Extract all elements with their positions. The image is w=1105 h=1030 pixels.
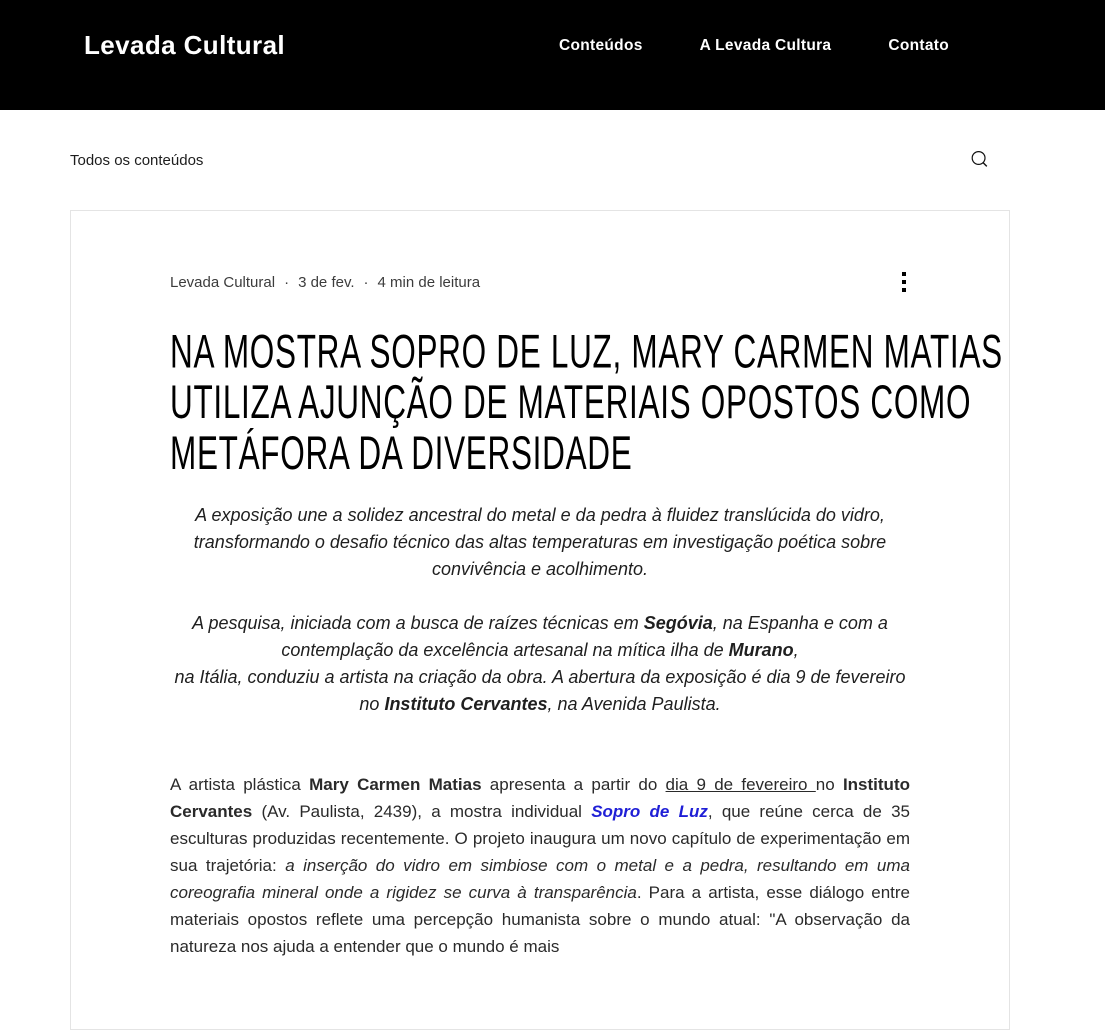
all-posts-link[interactable]: Todos os conteúdos	[70, 151, 204, 169]
text-segment: A exposição une a solidez ancestral do metal e da pedra à fluidez translúcida do vidro, transformando o desafio técnico das altas temperaturas em investigação poética sobre convivência e acolhimento.	[193, 505, 887, 579]
site-header	[0, 0, 1105, 110]
text-segment: a inserção do vidro em simbiose com o metal e a pedra, resultando em uma coreografia mineral onde a rigidez se curva à transparência	[170, 856, 910, 902]
text-segment: Segóvia	[643, 613, 713, 633]
post-title-line-3: METÁFORA DA DIVERSIDADE	[170, 425, 633, 480]
inline-link[interactable]: Sopro de Luz	[591, 802, 708, 821]
post-date: 3 de fev.	[298, 273, 355, 291]
text-segment: A pesquisa, iniciada com a busca de raízes técnicas em	[192, 613, 644, 633]
post-title	[170, 323, 1003, 480]
post-subtitle-1	[170, 502, 910, 583]
post-subtitle-2	[170, 610, 910, 718]
author-name[interactable]: Levada Cultural	[170, 273, 276, 291]
nav-item-a-levada-cultura[interactable]: A Levada Cultura	[699, 37, 832, 54]
text-segment: Murano	[728, 640, 794, 660]
post-title-line-2: UTILIZA AJUNÇÃO DE MATERIAIS OPOSTOS COMO	[170, 374, 972, 429]
nav-item-contato[interactable]: Contato	[888, 37, 949, 54]
post-meta	[170, 274, 480, 291]
text-segment: apresenta a partir do	[481, 775, 666, 794]
read-time: 4 min de leitura	[377, 273, 481, 291]
text-segment: dia 9 de fevereiro	[665, 775, 816, 794]
text-segment: , que reúne cerca de 35 esculturas produzidas recentemente. O projeto inaugura um novo capítulo de experimentação em sua trajetória:	[170, 802, 910, 875]
post-body-paragraph	[170, 771, 910, 960]
text-segment: , na Avenida Paulista.	[547, 694, 721, 714]
text-segment: Instituto Cervantes	[170, 775, 910, 821]
text-segment: (Av. Paulista, 2439), a mostra individual	[252, 802, 592, 821]
post-meta-row	[170, 268, 910, 296]
nav-item-conteudos[interactable]: Conteúdos	[559, 37, 643, 54]
meta-separator: ·	[284, 273, 290, 291]
post-title-line-1: NA MOSTRA SOPRO DE LUZ, MARY CARMEN MATIAS	[170, 323, 1003, 378]
site-logo[interactable]: Levada Cultural	[84, 30, 286, 60]
text-segment: Instituto Cervantes	[384, 694, 548, 714]
search-icon	[970, 150, 990, 170]
text-segment: . Para a artista, esse diálogo entre materiais opostos reflete uma percepção humanista sobre o mundo atual: "A observação da natureza nos ajuda a entender que o mundo é mais	[170, 883, 910, 956]
text-segment: A artista plástica	[170, 775, 310, 794]
search-button[interactable]	[967, 147, 993, 173]
text-segment: na Itália, conduziu a artista na criação da obra. A abertura da exposição é dia 9 de fevereiro no	[174, 667, 906, 714]
text-segment: , na Espanha e com a contemplação da excelência artesanal na mítica ilha de	[281, 613, 888, 660]
blog-toolbar	[0, 110, 1105, 210]
text-segment: no	[815, 775, 843, 794]
text-segment: ,	[793, 640, 799, 660]
post-card	[70, 210, 1010, 1030]
text-segment: Mary Carmen Matias	[309, 775, 482, 794]
main-nav	[559, 28, 949, 55]
meta-separator: ·	[363, 273, 369, 291]
more-options-icon[interactable]	[898, 268, 910, 296]
